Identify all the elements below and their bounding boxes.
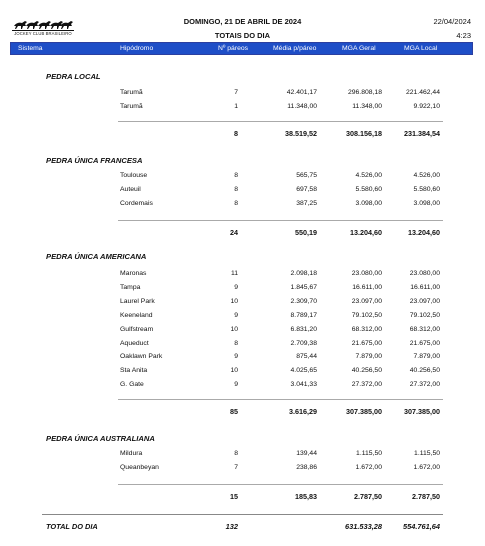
mga-local-cell: 9.922,10: [413, 103, 440, 110]
table-row: [0, 103, 485, 115]
mga-geral-cell: 79.102,50: [351, 312, 382, 319]
table-row: [0, 353, 485, 365]
mga-geral-cell: 3.098,00: [355, 200, 382, 207]
mga-geral-cell: 68.312,00: [351, 326, 382, 333]
mga-geral-cell: 296.808,18: [347, 89, 382, 96]
mga-geral-cell: 5.580,60: [355, 186, 382, 193]
table-row: [0, 284, 485, 296]
subtotal-row: [0, 228, 485, 240]
media-cell: 387,25: [296, 200, 317, 207]
n-pareos-cell: 7: [234, 89, 238, 96]
media-cell: 2.709,38: [290, 340, 317, 347]
subtotal-mga-geral: 307.385,00: [346, 407, 382, 416]
table-row: [0, 270, 485, 282]
n-pareos-cell: 10: [230, 367, 238, 374]
subtotal-divider: [118, 399, 443, 400]
table-row: [0, 464, 485, 476]
hipodromo-cell: Keeneland: [120, 312, 153, 319]
subtotal-mga-local: 13.204,60: [408, 228, 440, 237]
hipodromo-cell: Toulouse: [120, 172, 148, 179]
subtotal-media: 185,83: [295, 492, 317, 501]
media-cell: 1.845,67: [290, 284, 317, 291]
col-n-pareos: Nº páreos: [218, 45, 249, 52]
media-cell: 11.348,00: [287, 103, 317, 110]
mga-local-cell: 79.102,50: [409, 312, 440, 319]
media-cell: 875,44: [296, 353, 317, 360]
total-n-pareos: 132: [225, 522, 238, 531]
hipodromo-cell: Maronas: [120, 270, 147, 277]
table-row: [0, 200, 485, 212]
mga-local-cell: 1.115,50: [414, 450, 440, 457]
hipodromo-cell: Tampa: [120, 284, 141, 291]
mga-local-cell: 16.611,00: [410, 284, 440, 291]
print-date: 22/04/2024: [433, 17, 471, 26]
media-cell: 42.401,17: [286, 89, 317, 96]
n-pareos-cell: 10: [230, 326, 238, 333]
mga-local-cell: 7.879,00: [413, 353, 440, 360]
print-time: 4:23: [456, 31, 471, 40]
table-row: [0, 298, 485, 310]
mga-geral-cell: 1.115,50: [356, 450, 382, 457]
table-row: [0, 381, 485, 393]
section-title: PEDRA LOCAL: [46, 72, 101, 81]
hipodromo-cell: Gulfstream: [120, 326, 154, 333]
table-row: [0, 340, 485, 352]
col-media: Média p/páreo: [273, 45, 317, 52]
col-hipodromo: Hipódromo: [120, 45, 154, 52]
subtotal-mga-geral: 2.787,50: [354, 492, 382, 501]
hipodromo-cell: Oaklawn Park: [120, 353, 163, 360]
subtotal-mga-local: 2.787,50: [412, 492, 440, 501]
mga-geral-cell: 40.256,50: [351, 367, 382, 374]
n-pareos-cell: 8: [234, 172, 238, 179]
hipodromo-cell: Mildura: [120, 450, 143, 457]
n-pareos-cell: 7: [234, 464, 238, 471]
media-cell: 2.309,70: [290, 298, 317, 305]
mga-geral-cell: 23.097,00: [351, 298, 382, 305]
hipodromo-cell: Queanbeyan: [120, 464, 159, 471]
subtotal-mga-local: 307.385,00: [404, 407, 440, 416]
report-subtitle: TOTAIS DO DIA: [214, 31, 271, 40]
logo-caption: JOCKEY CLUB BRASILEIRO: [14, 31, 72, 36]
media-cell: 565,75: [296, 172, 317, 179]
table-row: [0, 326, 485, 338]
media-cell: 2.098,18: [290, 270, 317, 277]
table-row: [0, 186, 485, 198]
hipodromo-cell: G. Gate: [120, 381, 144, 388]
mga-geral-cell: 27.372,00: [351, 381, 382, 388]
n-pareos-cell: 1: [234, 103, 238, 110]
total-label: TOTAL DO DIA: [46, 522, 98, 531]
table-row: [0, 89, 485, 101]
n-pareos-cell: 9: [234, 381, 238, 388]
n-pareos-cell: 8: [234, 186, 238, 193]
table-row: [0, 450, 485, 462]
mga-geral-cell: 16.611,00: [352, 284, 382, 291]
subtotal-media: 38.519,52: [285, 129, 317, 138]
section-title: PEDRA ÚNICA AMERICANA: [46, 252, 147, 261]
subtotal-divider: [118, 121, 443, 122]
subtotal-divider: [118, 220, 443, 221]
media-cell: 3.041,33: [290, 381, 317, 388]
hipodromo-cell: Cordemais: [120, 200, 153, 207]
subtotal-n-pareos: 15: [230, 492, 238, 501]
total-mga-geral: 631.533,28: [345, 522, 382, 531]
subtotal-row: [0, 129, 485, 141]
mga-local-cell: 27.372,00: [409, 381, 440, 388]
media-cell: 238,86: [296, 464, 317, 471]
mga-local-cell: 4.526,00: [413, 172, 440, 179]
mga-geral-cell: 21.675,00: [351, 340, 382, 347]
mga-geral-cell: 4.526,00: [355, 172, 382, 179]
n-pareos-cell: 9: [234, 353, 238, 360]
n-pareos-cell: 8: [234, 450, 238, 457]
subtotal-row: [0, 407, 485, 419]
media-cell: 8.789,17: [290, 312, 317, 319]
section-title: PEDRA ÚNICA AUSTRALIANA: [46, 434, 155, 443]
media-cell: 6.831,20: [290, 326, 317, 333]
report-date: DOMINGO, 21 DE ABRIL DE 2024: [183, 17, 302, 26]
mga-local-cell: 5.580,60: [413, 186, 440, 193]
mga-local-cell: 3.098,00: [413, 200, 440, 207]
column-header-bar: [10, 42, 473, 55]
n-pareos-cell: 9: [234, 284, 238, 291]
col-mga-local: MGA Local: [404, 45, 438, 52]
n-pareos-cell: 11: [230, 270, 238, 277]
col-sistema: Sistema: [18, 45, 43, 52]
mga-geral-cell: 1.672,00: [355, 464, 382, 471]
subtotal-row: [0, 492, 485, 504]
subtotal-media: 550,19: [295, 228, 317, 237]
media-cell: 697,58: [296, 186, 317, 193]
total-divider: [42, 514, 443, 515]
subtotal-mga-geral: 308.156,18: [346, 129, 382, 138]
mga-geral-cell: 11.348,00: [352, 103, 382, 110]
media-cell: 139,44: [296, 450, 317, 457]
mga-local-cell: 1.672,00: [413, 464, 440, 471]
mga-local-cell: 40.256,50: [409, 367, 440, 374]
subtotal-mga-local: 231.384,54: [404, 129, 440, 138]
table-row: [0, 312, 485, 324]
n-pareos-cell: 10: [230, 298, 238, 305]
subtotal-n-pareos: 24: [230, 228, 238, 237]
col-mga-geral: MGA Geral: [342, 45, 376, 52]
mga-local-cell: 221.462,44: [405, 89, 440, 96]
subtotal-n-pareos: 8: [234, 129, 238, 138]
mga-local-cell: 23.080,00: [409, 270, 440, 277]
grand-total-row: [0, 522, 485, 534]
hipodromo-cell: Laurel Park: [120, 298, 155, 305]
media-cell: 4.025,65: [290, 367, 317, 374]
mga-geral-cell: 7.879,00: [355, 353, 382, 360]
mga-local-cell: 23.097,00: [409, 298, 440, 305]
table-row: [0, 367, 485, 379]
hipodromo-cell: Tarumã: [120, 103, 143, 110]
mga-geral-cell: 23.080,00: [351, 270, 382, 277]
mga-local-cell: 68.312,00: [409, 326, 440, 333]
total-mga-local: 554.761,64: [403, 522, 440, 531]
n-pareos-cell: 8: [234, 340, 238, 347]
mga-local-cell: 21.675,00: [409, 340, 440, 347]
hipodromo-cell: Tarumã: [120, 89, 143, 96]
table-row: [0, 172, 485, 184]
n-pareos-cell: 9: [234, 312, 238, 319]
subtotal-n-pareos: 85: [230, 407, 238, 416]
hipodromo-cell: Sta Anita: [120, 367, 148, 374]
n-pareos-cell: 8: [234, 200, 238, 207]
subtotal-mga-geral: 13.204,60: [350, 228, 382, 237]
hipodromo-cell: Aqueduct: [120, 340, 149, 347]
section-title: PEDRA ÚNICA FRANCESA: [46, 156, 143, 165]
subtotal-divider: [118, 484, 443, 485]
hipodromo-cell: Auteuil: [120, 186, 141, 193]
subtotal-media: 3.616,29: [289, 407, 317, 416]
